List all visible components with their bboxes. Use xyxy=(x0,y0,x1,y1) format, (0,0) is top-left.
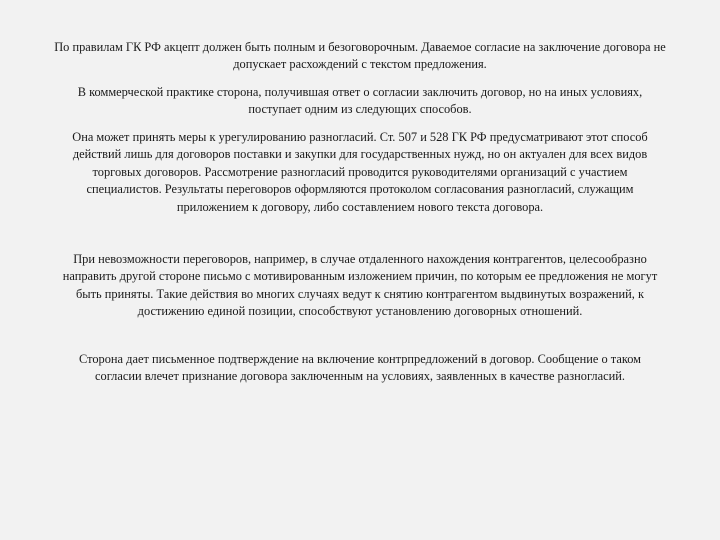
paragraph-send-letter: При невозможности переговоров, например, в случае отдаленного нахождения контрагентов, целесообразно направить другой стороне письмо с мотивированным изложением причин, по которым ее предложения не могут быть приняты. Такие действия во многих случаях ведут к снятию контрагентом выдвинутых возражений, к достижению единой позиции, способствуют установлению договорных отношений. xyxy=(62,252,658,319)
paragraph-settle-disagreements: Она может принять меры к урегулированию разногласий. Ст. 507 и 528 ГК РФ предусматривают этот способ действий лишь для договоров поставки и закупки для государственных нужд, но он актуален для всех видов торговых договоров. Рассмотрение разногласий проводится руководителями организаций с участием специалистов. Результаты переговоров оформляются протоколом согласования разногласий, служащим приложением к договору, либо составлением нового текста договора. xyxy=(72,130,648,214)
paragraph-acceptance-rule: По правилам ГК РФ акцепт должен быть полным и безоговорочным. Даваемое согласие на заключение договора не допускает расхождений с текстом предложения. xyxy=(54,40,666,72)
paragraph-written-confirmation: Сторона дает письменное подтверждение на включение контрпредложений в договор. Сообщение о таком согласии влечет признание договора заключенным на условиях, заявленных в качестве разногласий. xyxy=(78,352,642,384)
paragraph-commercial-practice: В коммерческой практике сторона, получившая ответ о согласии заключить договор, но на иных условиях, поступает одним из следующих способов. xyxy=(77,85,643,117)
